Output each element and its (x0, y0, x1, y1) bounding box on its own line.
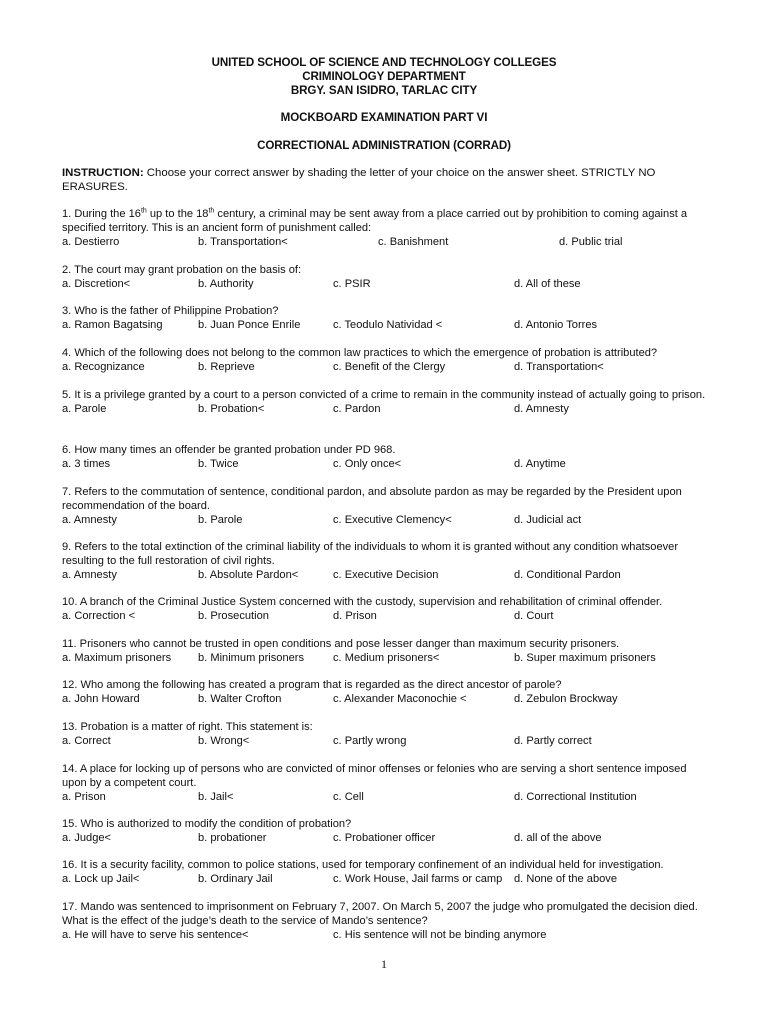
question-text: 4. Which of the following does not belong to the common law practices to which the emergence of probation is attributed? (62, 347, 658, 359)
option-d: d. Antonio Torres (514, 319, 598, 331)
options-row (62, 318, 710, 332)
option-a: a. 3 times (62, 458, 111, 470)
option-c: c. Probationer officer (333, 832, 436, 844)
option-a: a. He will have to serve his sentence< (62, 929, 249, 941)
question-text: 9. Refers to the total extinction of the criminal liability of the individuals to whom it is granted without any condition whatsoever resulting to the full restoration of civil rights. (62, 541, 679, 567)
option-d: b. Super maximum prisoners (514, 652, 656, 664)
question-2 (62, 263, 710, 291)
subject-title: CORRECTIONAL ADMINISTRATION (CORRAD) (257, 139, 511, 152)
question-11 (62, 637, 710, 665)
question-text: 10. A branch of the Criminal Justice System concerned with the custody, supervision and rehabilitation of criminal offender. (62, 596, 663, 608)
option-d: d. Transportation< (514, 361, 604, 373)
options-row (62, 928, 710, 942)
options-row (62, 402, 710, 416)
option-a: a. Lock up Jail< (62, 873, 140, 885)
question-17 (62, 900, 710, 942)
option-c: d. Prison (333, 610, 377, 622)
option-d: d. Conditional Pardon (514, 569, 621, 581)
option-b: b. Transportation< (198, 236, 288, 248)
option-a: a. Discretion< (62, 278, 131, 290)
option-c: c. Benefit of the Clergy (333, 361, 446, 373)
option-b: b. Juan Ponce Enrile (198, 319, 301, 331)
question-5 (62, 388, 710, 416)
options-row (62, 692, 710, 706)
option-a: a. Correction < (62, 610, 136, 622)
option-d: d. Judicial act (514, 514, 582, 526)
option-c: c. PSIR (333, 278, 371, 290)
option-b: b. Absolute Pardon< (198, 569, 299, 581)
option-b: b. Parole (198, 514, 243, 526)
options-row (62, 568, 710, 582)
option-d: d. None of the above (514, 873, 618, 885)
question-4 (62, 346, 710, 374)
option-a: a. Prison (62, 791, 106, 803)
question-text: 7. Refers to the commutation of sentence, conditional pardon, and absolute pardon as may be regarded by the President upon recommendation of the board. (62, 486, 682, 512)
option-b: b. Reprieve (198, 361, 255, 373)
option-d: d. All of these (514, 278, 581, 290)
option-b: b. Minimum prisoners (198, 652, 305, 664)
option-b: b. Jail< (198, 791, 234, 803)
question-9 (62, 540, 710, 582)
option-d: d. all of the above (514, 832, 602, 844)
question-text: 13. Probation is a matter of right. This statement is: (62, 721, 313, 733)
option-a: a. Correct (62, 735, 111, 747)
question-text: 2. The court may grant probation on the basis of: (62, 264, 302, 276)
instruction (62, 166, 707, 194)
option-c: c. Work House, Jail farms or camp (333, 873, 503, 885)
option-b: b. Twice (198, 458, 239, 470)
options-row (62, 872, 710, 886)
options-row (62, 513, 710, 527)
options-row (62, 831, 710, 845)
question-15 (62, 817, 710, 845)
options-row (62, 651, 710, 665)
option-a: a. Amnesty (62, 569, 117, 581)
question-text: 17. Mando was sentenced to imprisonment on February 7, 2007. On March 5, 2007 the judge who promulgated the decision died. What is the effect of the judge’s death to the service of Mando’s sentence? (62, 901, 698, 927)
options-row (62, 277, 710, 291)
option-a: a. Ramon Bagatsing (62, 319, 163, 331)
option-d: d. Partly correct (514, 735, 592, 747)
options-row (62, 734, 710, 748)
option-c: c. Medium prisoners< (333, 652, 440, 664)
options-row (62, 235, 710, 249)
option-b: b. Probation< (198, 403, 265, 415)
options-row (62, 609, 710, 623)
option-c: c. Executive Decision (333, 569, 439, 581)
option-a: a. Judge< (62, 832, 112, 844)
school-name: UNITED SCHOOL OF SCIENCE AND TECHNOLOGY COLLEGES (211, 56, 557, 69)
question-text: 12. Who among the following has created a program that is regarded as the direct ancestor of parole? (62, 679, 562, 691)
question-16 (62, 858, 710, 886)
instruction-label: INSTRUCTION: (62, 167, 144, 179)
question-14 (62, 762, 710, 804)
option-d: d. Anytime (514, 458, 566, 470)
option-c: c. Executive Clemency< (333, 514, 452, 526)
option-d: d. Amnesty (514, 403, 569, 415)
instruction-text: Choose your correct answer by shading the letter of your choice on the answer sheet. STRICTLY NO ERASURES. (62, 167, 656, 193)
option-d: d. Public trial (559, 236, 623, 248)
option-a: a. Recognizance (62, 361, 145, 373)
question-text: 14. A place for locking up of persons who are convicted of minor offenses or felonies who are serving a short sentence imposed upon by a competent court. (62, 763, 687, 789)
question-text: 15. Who is authorized to modify the condition of probation? (62, 818, 352, 830)
option-d: d. Zebulon Brockway (514, 693, 618, 705)
question-10 (62, 595, 710, 623)
option-a: a. Maximum prisoners (62, 652, 172, 664)
option-b: b. Ordinary Jail (198, 873, 273, 885)
question-text: 11. Prisoners who cannot be trusted in open conditions and pose lesser danger than maximum security prisoners. (62, 638, 620, 650)
option-c: c. Partly wrong (333, 735, 407, 747)
option-b: b. probationer (198, 832, 267, 844)
options-row (62, 457, 710, 471)
exam-title: MOCKBOARD EXAMINATION PART VI (280, 111, 488, 124)
question-7 (62, 485, 710, 527)
school-address: BRGY. SAN ISIDRO, TARLAC CITY (290, 84, 478, 97)
options-row (62, 790, 710, 804)
question-6 (62, 443, 710, 471)
question-text: 3. Who is the father of Philippine Probation? (62, 305, 279, 317)
option-d: d. Court (514, 610, 554, 622)
options-row (62, 360, 710, 374)
question-text: 16. It is a security facility, common to police stations, used for temporary confinement of an individual held for investigation. (62, 859, 664, 871)
option-d: d. Correctional Institution (514, 791, 637, 803)
option-a: a. Destierro (62, 236, 120, 248)
question-3 (62, 304, 710, 332)
question-12 (62, 678, 710, 706)
option-c: c. Only once< (333, 458, 402, 470)
question-1 (62, 207, 710, 249)
option-b: b. Wrong< (198, 735, 250, 747)
option-c: c. Pardon (333, 403, 381, 415)
option-b: b. Prosecution (198, 610, 269, 622)
option-c: c. Cell (333, 791, 364, 803)
question-text: 6. How many times an offender be granted probation under PD 968. (62, 444, 396, 456)
option-b: b. Walter Crofton (198, 693, 282, 705)
option-a: a. Parole (62, 403, 107, 415)
question-13 (62, 720, 710, 748)
option-c: c. Alexander Maconochie < (333, 693, 467, 705)
question-text: 1. During the 16th up to the 18th century, a criminal may be sent away from a place carried out by prohibition to coming against a specified territory. This is an ancient form of punishment called: (62, 207, 688, 234)
option-c: c. Banishment (378, 236, 449, 248)
question-text: 5. It is a privilege granted by a court to a person convicted of a crime to remain in the community instead of actually going to prison. (62, 389, 706, 401)
page-number: 1 (381, 957, 387, 971)
department-name: CRIMINOLOGY DEPARTMENT (302, 70, 466, 83)
option-a: a. John Howard (62, 693, 140, 705)
option-c: c. His sentence will not be binding anymore (333, 929, 547, 941)
option-c: c. Teodulo Natividad < (333, 319, 443, 331)
option-b: b. Authority (198, 278, 254, 290)
option-a: a. Amnesty (62, 514, 117, 526)
